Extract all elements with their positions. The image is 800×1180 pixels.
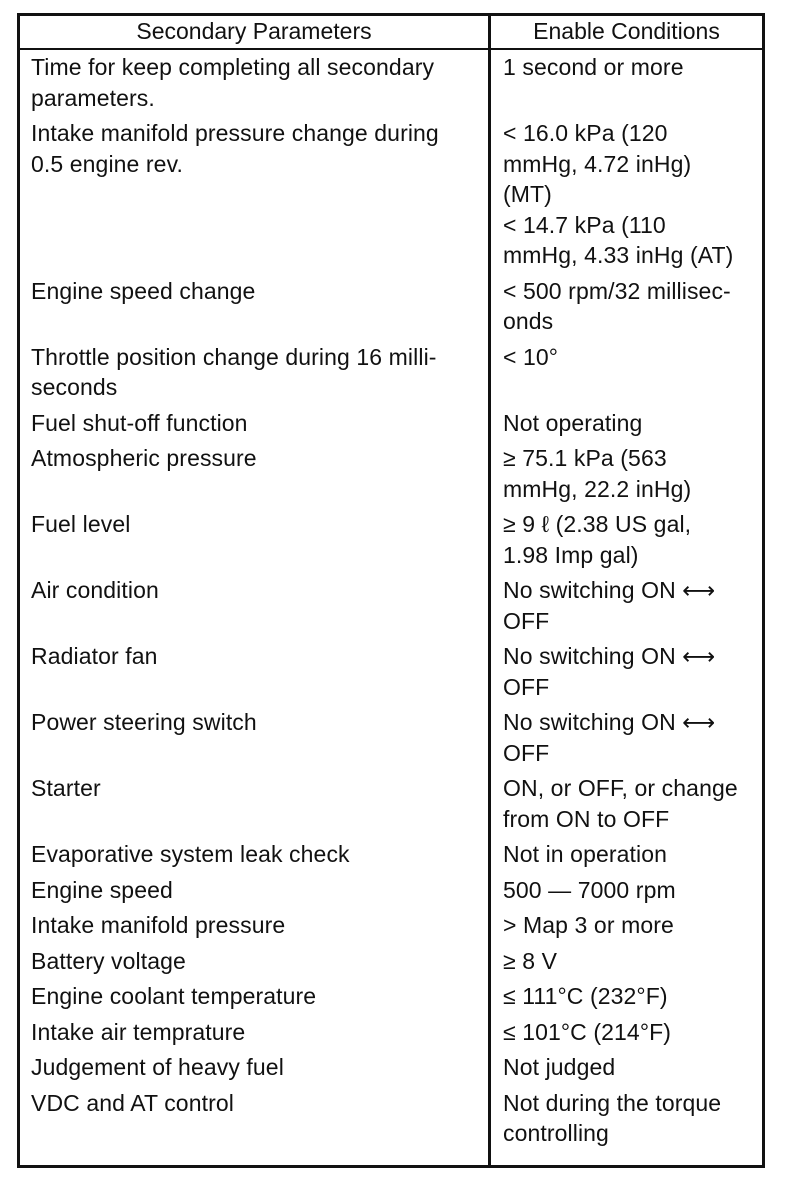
condition-cell: Not operating xyxy=(503,409,643,436)
parameter-cell: Judgement of heavy fuel xyxy=(31,1054,284,1080)
parameter-cell: Atmospheric pressure xyxy=(31,445,257,471)
condition-cell: ON, or OFF, or change from ON to OFF xyxy=(503,775,738,832)
condition-cell: > Map 3 or more xyxy=(503,912,674,938)
table-row xyxy=(20,342,762,408)
table-row xyxy=(20,773,762,839)
parameter-cell: Engine coolant temperature xyxy=(31,983,317,1009)
table-row xyxy=(20,1017,762,1053)
header-secondary-parameters: Secondary Parameters xyxy=(20,16,491,48)
parameter-cell: Air condition xyxy=(31,577,159,603)
enable-conditions-table xyxy=(17,13,765,1168)
condition-cell: ≥ 8 V xyxy=(503,947,558,974)
table-row xyxy=(20,641,762,707)
header-enable-conditions: Enable Conditions xyxy=(533,18,720,44)
condition-cell: ≤ 111°C (232°F) xyxy=(503,983,668,1009)
parameter-cell: Intake manifold pressure xyxy=(31,912,286,938)
condition-cell: 500 — 7000 rpm xyxy=(503,876,676,903)
table-row xyxy=(20,707,762,773)
condition-cell: ≤ 101°C (214°F) xyxy=(503,1018,672,1045)
table-row xyxy=(20,118,762,276)
parameter-cell: Engine speed xyxy=(31,876,173,903)
parameter-cell: Intake air temprature xyxy=(31,1018,246,1045)
table-row xyxy=(20,946,762,982)
parameter-cell: VDC and AT control xyxy=(31,1089,234,1116)
condition-cell: Not in operation xyxy=(503,841,667,867)
parameter-cell: Time for keep completing all secondary parameters. xyxy=(31,54,435,111)
parameter-cell: Power steering switch xyxy=(31,709,257,735)
table-row xyxy=(20,408,762,444)
parameter-cell: Battery voltage xyxy=(31,947,186,974)
condition-cell: < 500 rpm/32 millisec- onds xyxy=(503,277,731,334)
condition-cell: ≥ 75.1 kPa (563 mmHg, 22.2 inHg) xyxy=(503,445,692,502)
table-row xyxy=(20,509,762,575)
table-row xyxy=(20,875,762,911)
condition-cell: No switching ON ⟷ OFF xyxy=(503,577,716,634)
condition-cell: No switching ON ⟷ OFF xyxy=(503,643,716,700)
parameter-cell: Starter xyxy=(31,775,101,801)
condition-cell: < 16.0 kPa (120 mmHg, 4.72 inHg) (MT) < 14.7 kPa (110 mmHg, 4.33 inHg (AT) xyxy=(503,120,734,268)
table-row xyxy=(20,52,762,118)
table-row xyxy=(20,839,762,875)
parameter-cell: Fuel level xyxy=(31,511,131,537)
table-row xyxy=(20,1052,762,1088)
table-body xyxy=(20,50,762,1154)
parameter-cell: Engine speed change xyxy=(31,277,256,304)
table-row xyxy=(20,910,762,946)
condition-cell: 1 second or more xyxy=(503,54,684,80)
condition-cell: ≥ 9 ℓ (2.38 US gal, 1.98 Imp gal) xyxy=(503,511,692,568)
parameter-cell: Evaporative system leak check xyxy=(31,841,350,867)
parameter-cell: Fuel shut-off function xyxy=(31,409,248,436)
parameter-cell: Throttle position change during 16 milli- seconds xyxy=(31,343,437,400)
parameter-cell: Intake manifold pressure change during 0.5 engine rev. xyxy=(31,120,439,177)
table-row xyxy=(20,575,762,641)
table-row xyxy=(20,276,762,342)
condition-cell: No switching ON ⟷ OFF xyxy=(503,709,716,766)
condition-cell: Not judged xyxy=(503,1054,616,1080)
table-row xyxy=(20,1088,762,1154)
table-row xyxy=(20,981,762,1017)
table-row xyxy=(20,443,762,509)
condition-cell: < 10° xyxy=(503,343,559,370)
parameter-cell: Radiator fan xyxy=(31,643,158,669)
table-header xyxy=(20,16,762,50)
condition-cell: Not during the torque controlling xyxy=(503,1089,722,1146)
